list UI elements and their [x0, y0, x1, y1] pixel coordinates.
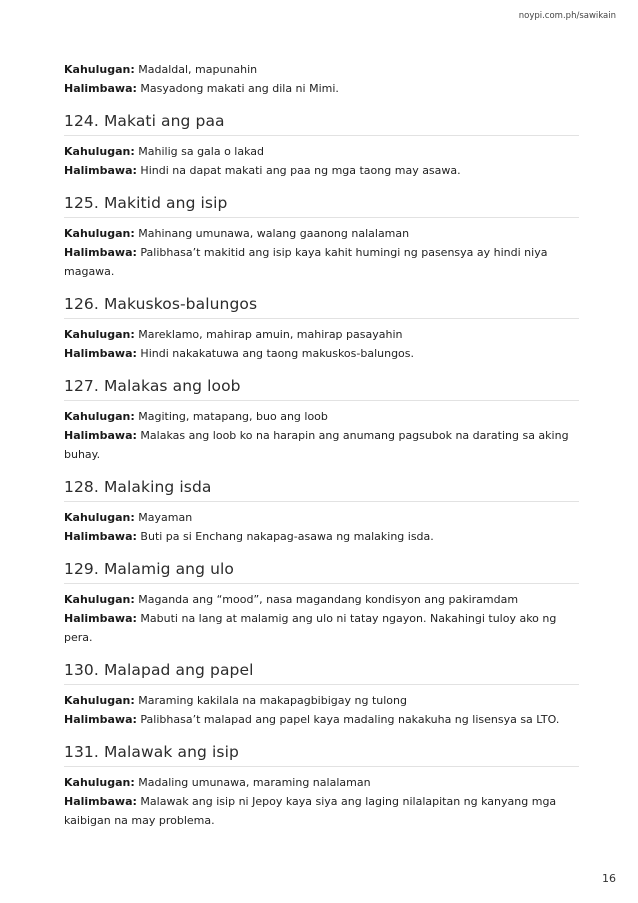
kahulugan-label: Kahulugan:: [64, 511, 135, 524]
halimbawa-label: Halimbawa:: [64, 612, 137, 625]
kahulugan-line: [64, 773, 579, 792]
kahulugan-line: [64, 691, 579, 710]
halimbawa-text: Hindi nakakatuwa ang taong makuskos-balungos.: [140, 347, 415, 360]
page-number: 16: [602, 872, 616, 885]
halimbawa-line: [64, 344, 579, 363]
entry-title: 128. Malaking isda: [64, 478, 579, 502]
halimbawa-label: Halimbawa:: [64, 347, 137, 360]
kahulugan-label: Kahulugan:: [64, 328, 135, 341]
halimbawa-line: [64, 609, 579, 647]
kahulugan-line: [64, 508, 579, 527]
kahulugan-text: Mahilig sa gala o lakad: [138, 145, 265, 158]
previous-entry: [64, 60, 579, 98]
entry-title: 130. Malapad ang papel: [64, 661, 579, 685]
entry-list: [64, 112, 579, 830]
entry: [64, 377, 579, 464]
halimbawa-line: [64, 792, 579, 830]
page-content: [64, 60, 579, 844]
halimbawa-label: Halimbawa:: [64, 164, 137, 177]
entry-title: 126. Makuskos-balungos: [64, 295, 579, 319]
halimbawa-label: Halimbawa:: [64, 713, 137, 726]
kahulugan-text: Mayaman: [138, 511, 193, 524]
kahulugan-text: Mareklamo, mahirap amuin, mahirap pasayahin: [138, 328, 403, 341]
entry: [64, 743, 579, 830]
halimbawa-text: Palibhasa’t makitid ang isip kaya kahit humingi ng pasensya ay hindi niya magawa.: [64, 246, 548, 278]
halimbawa-label: Halimbawa:: [64, 429, 137, 442]
halimbawa-line: [64, 527, 579, 546]
entry: [64, 560, 579, 647]
halimbawa-label: Halimbawa:: [64, 795, 137, 808]
kahulugan-text: Madaling umunawa, maraming nalalaman: [138, 776, 371, 789]
kahulugan-text: Magiting, matapang, buo ang loob: [138, 410, 328, 423]
kahulugan-text: Madaldal, mapunahin: [138, 63, 258, 76]
halimbawa-label: Halimbawa:: [64, 530, 137, 543]
entry-title: 125. Makitid ang isip: [64, 194, 579, 218]
halimbawa-text: Hindi na dapat makati ang paa ng mga taong may asawa.: [140, 164, 461, 177]
entry: [64, 112, 579, 180]
halimbawa-label: Halimbawa:: [64, 82, 137, 95]
kahulugan-label: Kahulugan:: [64, 776, 135, 789]
kahulugan-label: Kahulugan:: [64, 145, 135, 158]
source-url[interactable]: noypi.com.ph/sawikain: [518, 11, 616, 21]
entry: [64, 661, 579, 729]
halimbawa-text: Mabuti na lang at malamig ang ulo ni tatay ngayon. Nakahingi tuloy ako ng pera.: [64, 612, 557, 644]
kahulugan-label: Kahulugan:: [64, 410, 135, 423]
kahulugan-label: Kahulugan:: [64, 593, 135, 606]
halimbawa-text: Malakas ang loob ko na harapin ang anumang pagsubok na darating sa aking buhay.: [64, 429, 569, 461]
entry: [64, 295, 579, 363]
halimbawa-text: Palibhasa’t malapad ang papel kaya madaling nakakuha ng lisensya sa LTO.: [140, 713, 560, 726]
entry-title: 131. Malawak ang isip: [64, 743, 579, 767]
halimbawa-line: [64, 161, 579, 180]
halimbawa-label: Halimbawa:: [64, 246, 137, 259]
kahulugan-text: Maraming kakilala na makapagbibigay ng tulong: [138, 694, 407, 707]
entry-title: 127. Malakas ang loob: [64, 377, 579, 401]
kahulugan-line: [64, 325, 579, 344]
halimbawa-line: [64, 243, 579, 281]
kahulugan-text: Maganda ang “mood”, nasa magandang kondisyon ang pakiramdam: [138, 593, 519, 606]
kahulugan-line: [64, 60, 579, 79]
halimbawa-line: [64, 710, 579, 729]
kahulugan-line: [64, 142, 579, 161]
halimbawa-line: [64, 426, 579, 464]
kahulugan-text: Mahinang umunawa, walang gaanong nalalaman: [138, 227, 410, 240]
entry: [64, 194, 579, 281]
halimbawa-text: Malawak ang isip ni Jepoy kaya siya ang laging nilalapitan ng kanyang mga kaibigan na may problema.: [64, 795, 557, 827]
halimbawa-text: Masyadong makati ang dila ni Mimi.: [140, 82, 339, 95]
entry-title: 129. Malamig ang ulo: [64, 560, 579, 584]
kahulugan-label: Kahulugan:: [64, 694, 135, 707]
entry-title: 124. Makati ang paa: [64, 112, 579, 136]
halimbawa-line: [64, 79, 579, 98]
kahulugan-line: [64, 407, 579, 426]
kahulugan-label: Kahulugan:: [64, 63, 135, 76]
halimbawa-text: Buti pa si Enchang nakapag-asawa ng malaking isda.: [140, 530, 434, 543]
kahulugan-line: [64, 224, 579, 243]
entry: [64, 478, 579, 546]
kahulugan-label: Kahulugan:: [64, 227, 135, 240]
kahulugan-line: [64, 590, 579, 609]
